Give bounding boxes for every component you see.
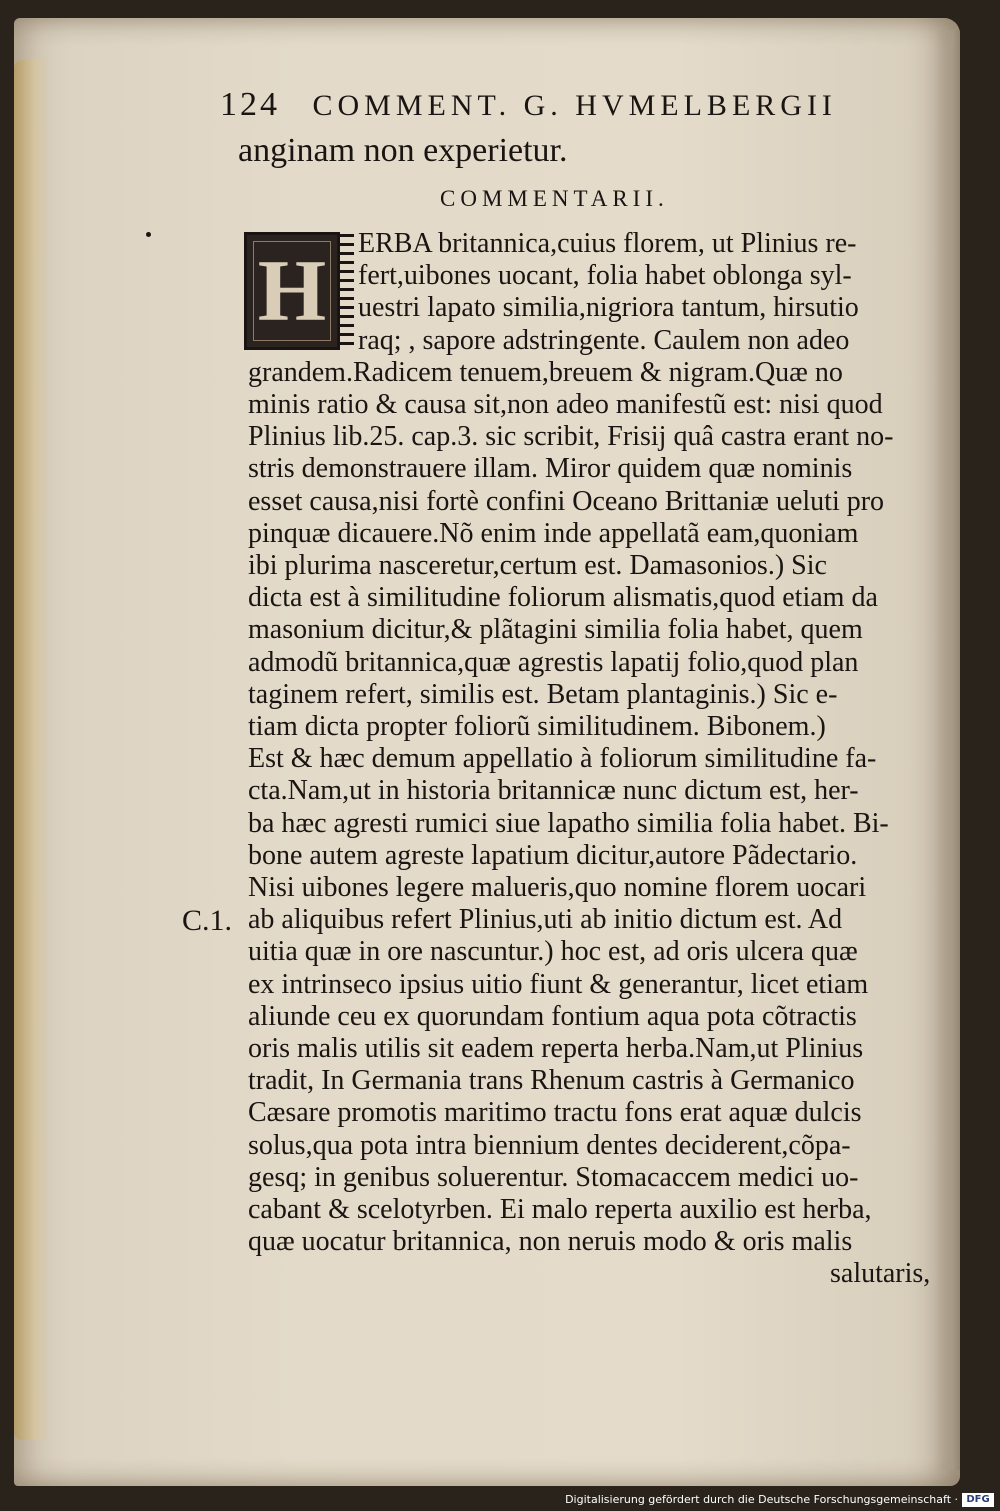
text-line: gesq; in genibus soluerentur. Stomacaccem medici uo- xyxy=(248,1161,859,1193)
text-line: pinquæ dicauere.Nõ enim inde appellatã eam,quoniam xyxy=(248,517,859,549)
text-line: bone autem agreste lapatium dicitur,autore Pãdectario. xyxy=(248,839,858,871)
text-line: Plinius lib.25. cap.3. sic scribit, Frisij quâ castra erant no- xyxy=(248,421,894,453)
text-line: quæ uocatur britannica, non neruis modo & oris malis xyxy=(248,1226,853,1258)
text-line: fert,uibones uocant, folia habet oblonga syl- xyxy=(358,260,852,292)
text-line: Cæsare promotis maritimo tractu fons erat aquæ dulcis xyxy=(248,1097,862,1129)
text-line: ba hæc agresti rumici siue lapatho similia folia habet. Bi- xyxy=(248,807,889,839)
section-title: COMMENTARII. xyxy=(440,186,669,211)
page-number: 124 xyxy=(220,86,280,123)
dfg-logo: DFG xyxy=(962,1493,994,1507)
text-line: Est & hæc demum appellatio à foliorum similitudine fa- xyxy=(248,743,877,775)
text-line: tiam dicta propter foliorũ similitudinem. Bibonem.) xyxy=(248,711,826,742)
text-line: minis ratio & causa sit,non adeo manifestũ est: nisi quod xyxy=(248,389,883,420)
text-line: grandem.Radicem tenuem,breuem & nigram.Quæ no xyxy=(248,356,843,388)
text-line: Nisi uibones legere malueris,quo nomine florem uocari xyxy=(248,872,867,903)
page-right-edge xyxy=(935,30,960,1470)
footer-credit: Digitalisierung gefördert durch die Deutsche Forschungsgemeinschaft · xyxy=(565,1493,958,1506)
running-head: COMMENT. G. HVMELBERGII xyxy=(312,89,837,122)
text-line: oris malis utilis sit eadem reperta herba.Nam,ut Plinius xyxy=(248,1033,864,1064)
text-line: stris demonstrauere illam. Miror quidem quæ nominis xyxy=(248,453,853,485)
text-line: solus,qua pota intra biennium dentes deciderent,cõpa- xyxy=(248,1129,851,1161)
text-line: raq; , sapore adstringente. Caulem non adeo xyxy=(358,324,850,356)
text-line: ex intrinseco ipsius uitio fiunt & generantur, licet etiam xyxy=(248,968,869,1000)
text-line: uitia quæ in ore nascuntur.) hoc est, ad oris ulcera quæ xyxy=(248,936,858,968)
initial-letter: H xyxy=(257,242,327,340)
decorated-initial xyxy=(244,232,340,350)
margin-dot xyxy=(146,232,151,237)
text-line: aliunde ceu ex quorundam fontium aqua pota cõtractis xyxy=(248,1000,857,1032)
initial-ornament-hatch xyxy=(340,234,354,346)
text-line: ibi plurima nasceretur,certum est. Damasonios.) Sic xyxy=(248,550,827,581)
text-line: uestri lapato similia,nigriora tantum, hirsutio xyxy=(358,292,859,324)
text-line: admodũ britannica,quæ agrestis lapatij folio,quod plan xyxy=(248,646,859,678)
text-line: salutaris, xyxy=(830,1258,931,1290)
text-line: ERBA britannica,cuius florem, ut Plinius re- xyxy=(358,228,857,259)
text-line: esset causa,nisi fortè confini Oceano Brittaniæ ueluti pro xyxy=(248,485,885,517)
carry-over-line: anginam non experietur. xyxy=(238,132,568,169)
page-header xyxy=(220,86,860,126)
marginal-note: C.1. xyxy=(182,904,233,937)
text-line: taginem refert, similis est. Betam plantaginis.) Sic e- xyxy=(248,678,838,710)
text-line: ab aliquibus refert Plinius,uti ab initio dictum est. Ad xyxy=(248,904,843,936)
text-line: masonium dicitur,& plãtagini similia folia habet, quem xyxy=(248,614,863,646)
text-line: tradit, In Germania trans Rhenum castris à Germanico xyxy=(248,1065,855,1097)
text-line: cabant & scelotyrben. Ei malo reperta auxilio est herba, xyxy=(248,1194,872,1225)
text-line: dicta est à similitudine foliorum alismatis,quod etiam da xyxy=(248,582,878,614)
page-left-edge xyxy=(14,60,50,1440)
text-line: cta.Nam,ut in historia britannicæ nunc dictum est, her- xyxy=(248,775,859,807)
